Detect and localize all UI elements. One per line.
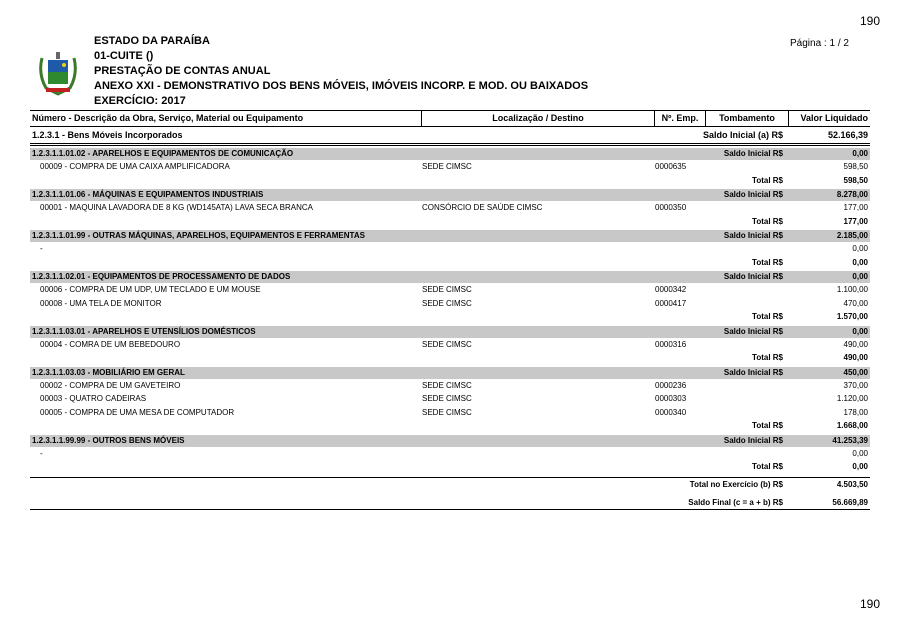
item-valor: 0,00: [852, 448, 868, 458]
group-total: 1.570,00: [836, 312, 868, 321]
group-saldo-label: Saldo Inicial R$: [723, 190, 783, 199]
group-total: 1.668,00: [836, 421, 868, 430]
item-emp: 0000417: [655, 298, 687, 308]
item-emp: 0000316: [655, 339, 687, 349]
item-location: SEDE CIMSC: [422, 407, 472, 417]
item-valor: 470,00: [843, 298, 868, 308]
item-emp: 0000635: [655, 162, 687, 171]
group-total: 598,50: [843, 175, 868, 185]
group-row: [30, 271, 870, 283]
exercise-total-label: Total no Exercício (b) R$: [689, 479, 783, 489]
assets-table: [30, 110, 870, 510]
item-description: 00009 - COMPRA DE UMA CAIXA AMPLIFICADORA: [40, 162, 230, 171]
final-balance-label: Saldo Final (c = a + b) R$: [688, 498, 783, 507]
state-coat-of-arms-logo: [38, 50, 78, 96]
group-saldo-label: Saldo Inicial R$: [723, 367, 783, 377]
group-total-label: Total R$: [752, 175, 783, 185]
exercise-total-row: [30, 477, 870, 492]
group-total-label: Total R$: [752, 312, 783, 321]
item-location: SEDE CIMSC: [422, 394, 472, 403]
group-total: 177,00: [843, 216, 868, 226]
item-tombamento: [706, 406, 789, 420]
item-tombamento: [706, 297, 789, 311]
col-tombamento: Tombamento: [706, 111, 789, 126]
col-description: Número - Descrição da Obra, Serviço, Material ou Equipamento: [30, 111, 422, 126]
final-balance-row: [30, 491, 870, 510]
group-saldo-label: Saldo Inicial R$: [723, 435, 783, 445]
item-tombamento: [706, 392, 789, 406]
group-total-label: Total R$: [752, 353, 783, 362]
group-saldo: 0,00: [852, 272, 868, 281]
group-saldo-label: Saldo Inicial R$: [723, 231, 783, 240]
item-emp: [655, 242, 706, 256]
group-total-row: [30, 351, 870, 365]
group-total-row: [30, 215, 870, 229]
table-row: [30, 379, 870, 393]
group-title: 1.2.3.1.1.01.99 - OUTRAS MÁQUINAS, APARELHOS, EQUIPAMENTOS E FERRAMENTAS: [32, 231, 365, 240]
group-row: [30, 326, 870, 338]
item-emp: 0000350: [655, 203, 687, 212]
group-total-row: [30, 256, 870, 270]
table-row: [30, 160, 870, 174]
table-row: [30, 283, 870, 297]
item-emp: 0000303: [655, 394, 687, 403]
group-title: 1.2.3.1.1.03.03 - MOBILIÁRIO EM GERAL: [32, 367, 185, 377]
col-valor: Valor Liquidado: [800, 113, 868, 123]
group-total: 0,00: [852, 462, 868, 471]
item-valor: 0,00: [852, 244, 868, 253]
item-valor: 370,00: [843, 380, 868, 390]
group-total-row: [30, 174, 870, 188]
group-row: [30, 435, 870, 447]
item-description: 00003 - QUATRO CADEIRAS: [40, 394, 147, 403]
page-number-top: 190: [859, 14, 880, 28]
page-indicator: Página : 1 / 2: [790, 38, 849, 49]
exercise-total-value: 4.503,50: [836, 479, 868, 489]
group-saldo: 0,00: [852, 149, 868, 158]
item-location: CONSÓRCIO DE SAÚDE CIMSC: [422, 203, 543, 212]
group-total-row: [30, 310, 870, 324]
page-number-bottom: 190: [859, 597, 880, 611]
item-tombamento: [706, 242, 789, 256]
report-title: PRESTAÇÃO DE CONTAS ANUAL: [94, 65, 271, 77]
item-description: 00005 - COMPRA DE UMA MESA DE COMPUTADOR: [40, 407, 235, 417]
group-total-row: [30, 460, 870, 474]
group-title: 1.2.3.1.1.01.06 - MÁQUINAS E EQUIPAMENTOS INDUSTRIAIS: [32, 190, 264, 199]
item-location: [422, 242, 655, 256]
item-location: SEDE CIMSC: [422, 380, 472, 390]
item-valor: 598,50: [843, 162, 868, 171]
group-total-label: Total R$: [752, 216, 783, 226]
item-emp: 0000340: [655, 407, 687, 417]
group-total: 490,00: [843, 353, 868, 362]
report-header: [94, 34, 588, 109]
table-row: [30, 392, 870, 406]
item-tombamento: [706, 201, 789, 215]
section-title: 1.2.3.1 - Bens Móveis Incorporados: [32, 130, 183, 140]
final-balance-value: 56.669,89: [832, 498, 868, 507]
group-title: 1.2.3.1.1.01.02 - APARELHOS E EQUIPAMENTOS DE COMUNICAÇÃO: [32, 149, 294, 158]
item-tombamento: [706, 379, 789, 393]
item-location: SEDE CIMSC: [422, 285, 472, 294]
group-title: 1.2.3.1.1.03.01 - APARELHOS E UTENSÍLIOS DOMÉSTICOS: [32, 326, 256, 336]
group-row: [30, 230, 870, 242]
item-description: 00004 - COMRA DE UM BEBEDOURO: [40, 339, 181, 349]
item-tombamento: [706, 447, 789, 461]
item-description: 00008 - UMA TELA DE MONITOR: [40, 298, 162, 308]
item-location: SEDE CIMSC: [422, 339, 472, 349]
table-row: [30, 242, 870, 256]
item-description: 00002 - COMPRA DE UM GAVETEIRO: [40, 380, 181, 390]
group-saldo: 0,00: [852, 326, 868, 336]
table-row: [30, 447, 870, 461]
item-tombamento: [706, 338, 789, 352]
group-saldo-label: Saldo Inicial R$: [723, 326, 783, 336]
item-description: 00006 - COMPRA DE UM UDP, UM TECLADO E UM MOUSE: [40, 285, 261, 294]
item-emp: 0000342: [655, 285, 687, 294]
exercise-year: EXERCÍCIO: 2017: [94, 95, 186, 107]
item-valor: 1.120,00: [836, 394, 868, 403]
state-name: ESTADO DA PARAÍBA: [94, 35, 210, 47]
item-emp: 0000236: [655, 380, 687, 390]
table-row: [30, 406, 870, 420]
table-row: [30, 338, 870, 352]
group-saldo: 41.253,39: [832, 435, 868, 445]
group-total-label: Total R$: [752, 462, 783, 471]
group-row: [30, 189, 870, 201]
annex-title: ANEXO XXI - DEMONSTRATIVO DOS BENS MÓVEIS, IMÓVEIS INCORP. E MOD. OU BAIXADOS: [94, 80, 589, 92]
group-title: 1.2.3.1.1.02.01 - EQUIPAMENTOS DE PROCESSAMENTO DE DADOS: [32, 272, 291, 281]
item-description: 00001 - MAQUINA LAVADORA DE 8 KG (WD145ATA) LAVA SECA BRANCA: [40, 203, 313, 212]
item-valor: 177,00: [843, 203, 868, 212]
item-location: SEDE CIMSC: [422, 162, 472, 171]
group-saldo: 8.278,00: [836, 190, 868, 199]
group-row: [30, 367, 870, 379]
group-saldo-label: Saldo Inicial R$: [723, 272, 783, 281]
group-saldo: 450,00: [843, 367, 868, 377]
group-total-label: Total R$: [752, 257, 783, 267]
item-location: [422, 447, 655, 461]
group-title: 1.2.3.1.1.99.99 - OUTROS BENS MÓVEIS: [32, 435, 185, 445]
section-row: [30, 127, 870, 146]
table-row: [30, 297, 870, 311]
item-location: SEDE CIMSC: [422, 298, 472, 308]
group-total-row: [30, 419, 870, 433]
item-description: -: [40, 244, 43, 253]
col-location: Localização / Destino: [422, 111, 655, 126]
col-emp: Nº. Emp.: [655, 111, 706, 126]
item-tombamento: [706, 283, 789, 297]
section-saldo-label: Saldo Inicial (a) R$: [702, 130, 783, 140]
item-emp: [655, 447, 706, 461]
item-tombamento: [706, 160, 789, 174]
group-saldo-label: Saldo Inicial R$: [723, 149, 783, 158]
table-row: [30, 201, 870, 215]
item-valor: 178,00: [843, 407, 868, 417]
group-row: [30, 148, 870, 160]
table-header: [30, 110, 870, 127]
group-saldo: 2.185,00: [836, 231, 868, 240]
item-valor: 490,00: [843, 339, 868, 349]
section-saldo: 52.166,39: [827, 130, 868, 140]
item-valor: 1.100,00: [836, 285, 868, 294]
item-description: -: [40, 448, 43, 458]
group-total-label: Total R$: [752, 421, 783, 430]
group-total: 0,00: [852, 257, 868, 267]
entity-name: 01-CUITE (): [94, 50, 154, 62]
